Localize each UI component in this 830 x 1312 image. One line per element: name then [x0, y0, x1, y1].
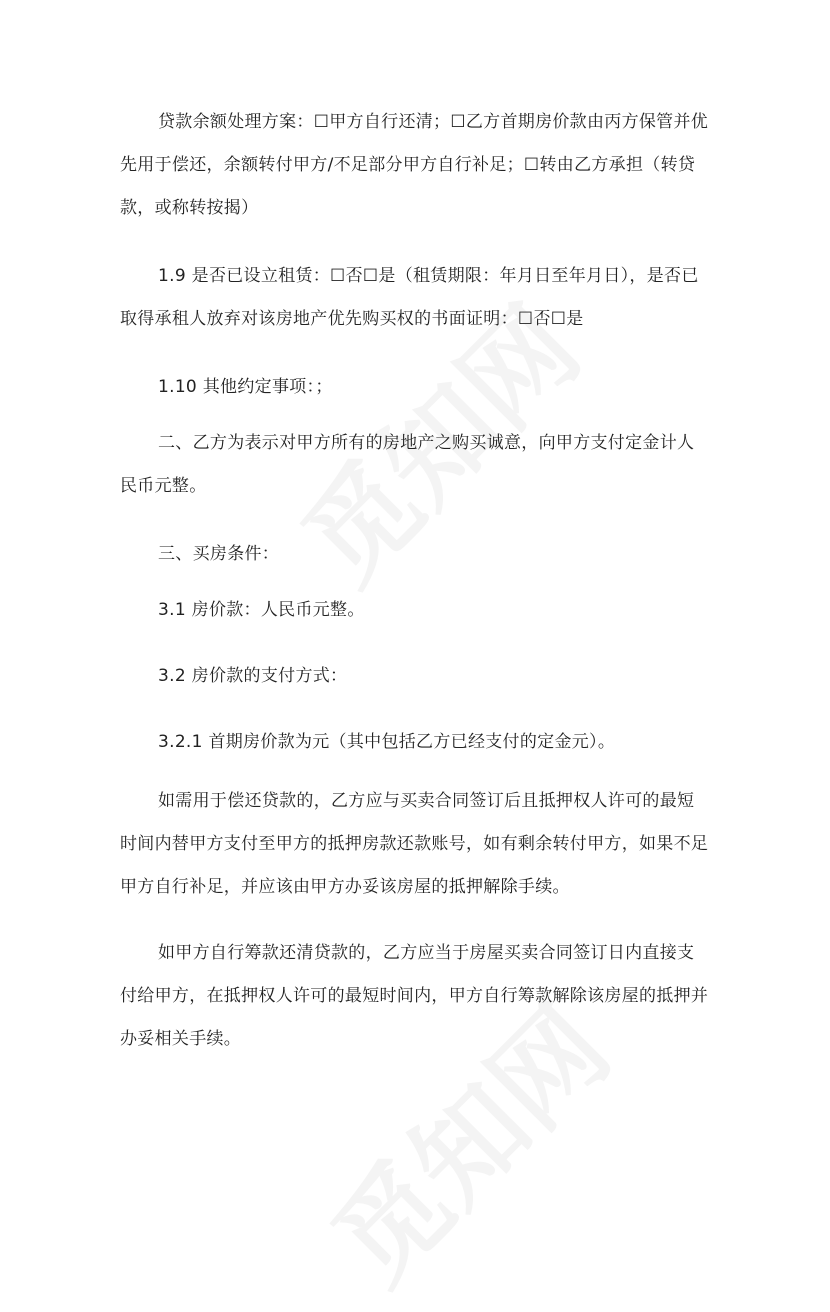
paragraph-self-repayment: 如甲方自行筹款还清贷款的，乙方应当于房屋买卖合同签订日内直接支付给甲方，在抵押权人许可的最短时间内，甲方自行筹款解除该房屋的抵押并办妥相关手续。: [120, 943, 709, 1049]
paragraph-house-price: 3.1 房价款：人民币元整。: [158, 600, 365, 620]
paragraph-first-payment: 3.2.1 首期房价款为元（其中包括乙方已经支付的定金元）。: [158, 732, 616, 752]
paragraph-lease-status: 1.9 是否已设立租赁：☐否☐是（租赁期限：年月日至年月日），是否已取得承租人放弃对该房地产优先购买权的书面证明：☐否☐是: [120, 266, 699, 329]
paragraph-loan-repayment: 如需用于偿还贷款的，乙方应与买卖合同签订后且抵押权人许可的最短时间内替甲方支付至甲方的抵押房款还款账号，如有剩余转付甲方，如果不足甲方自行补足，并应该由甲方办妥该房屋的抵押解除手续。: [120, 791, 709, 897]
paragraph-deposit: 二、乙方为表示对甲方所有的房地产之购买诚意，向甲方支付定金计人民币元整。: [120, 433, 695, 496]
paragraph-loan-balance: 贷款余额处理方案：☐甲方自行还清；☐乙方首期房价款由丙方保管并优先用于偿还，余额转付甲方/不足部分甲方自行补足；☐转由乙方承担（转贷款，或称转按揭）: [120, 112, 709, 218]
paragraph-purchase-conditions: 三、买房条件：: [158, 544, 280, 564]
paragraph-payment-method: 3.2 房价款的支付方式：: [158, 666, 348, 686]
paragraph-other-terms: 1.10 其他约定事项：；: [158, 377, 333, 397]
